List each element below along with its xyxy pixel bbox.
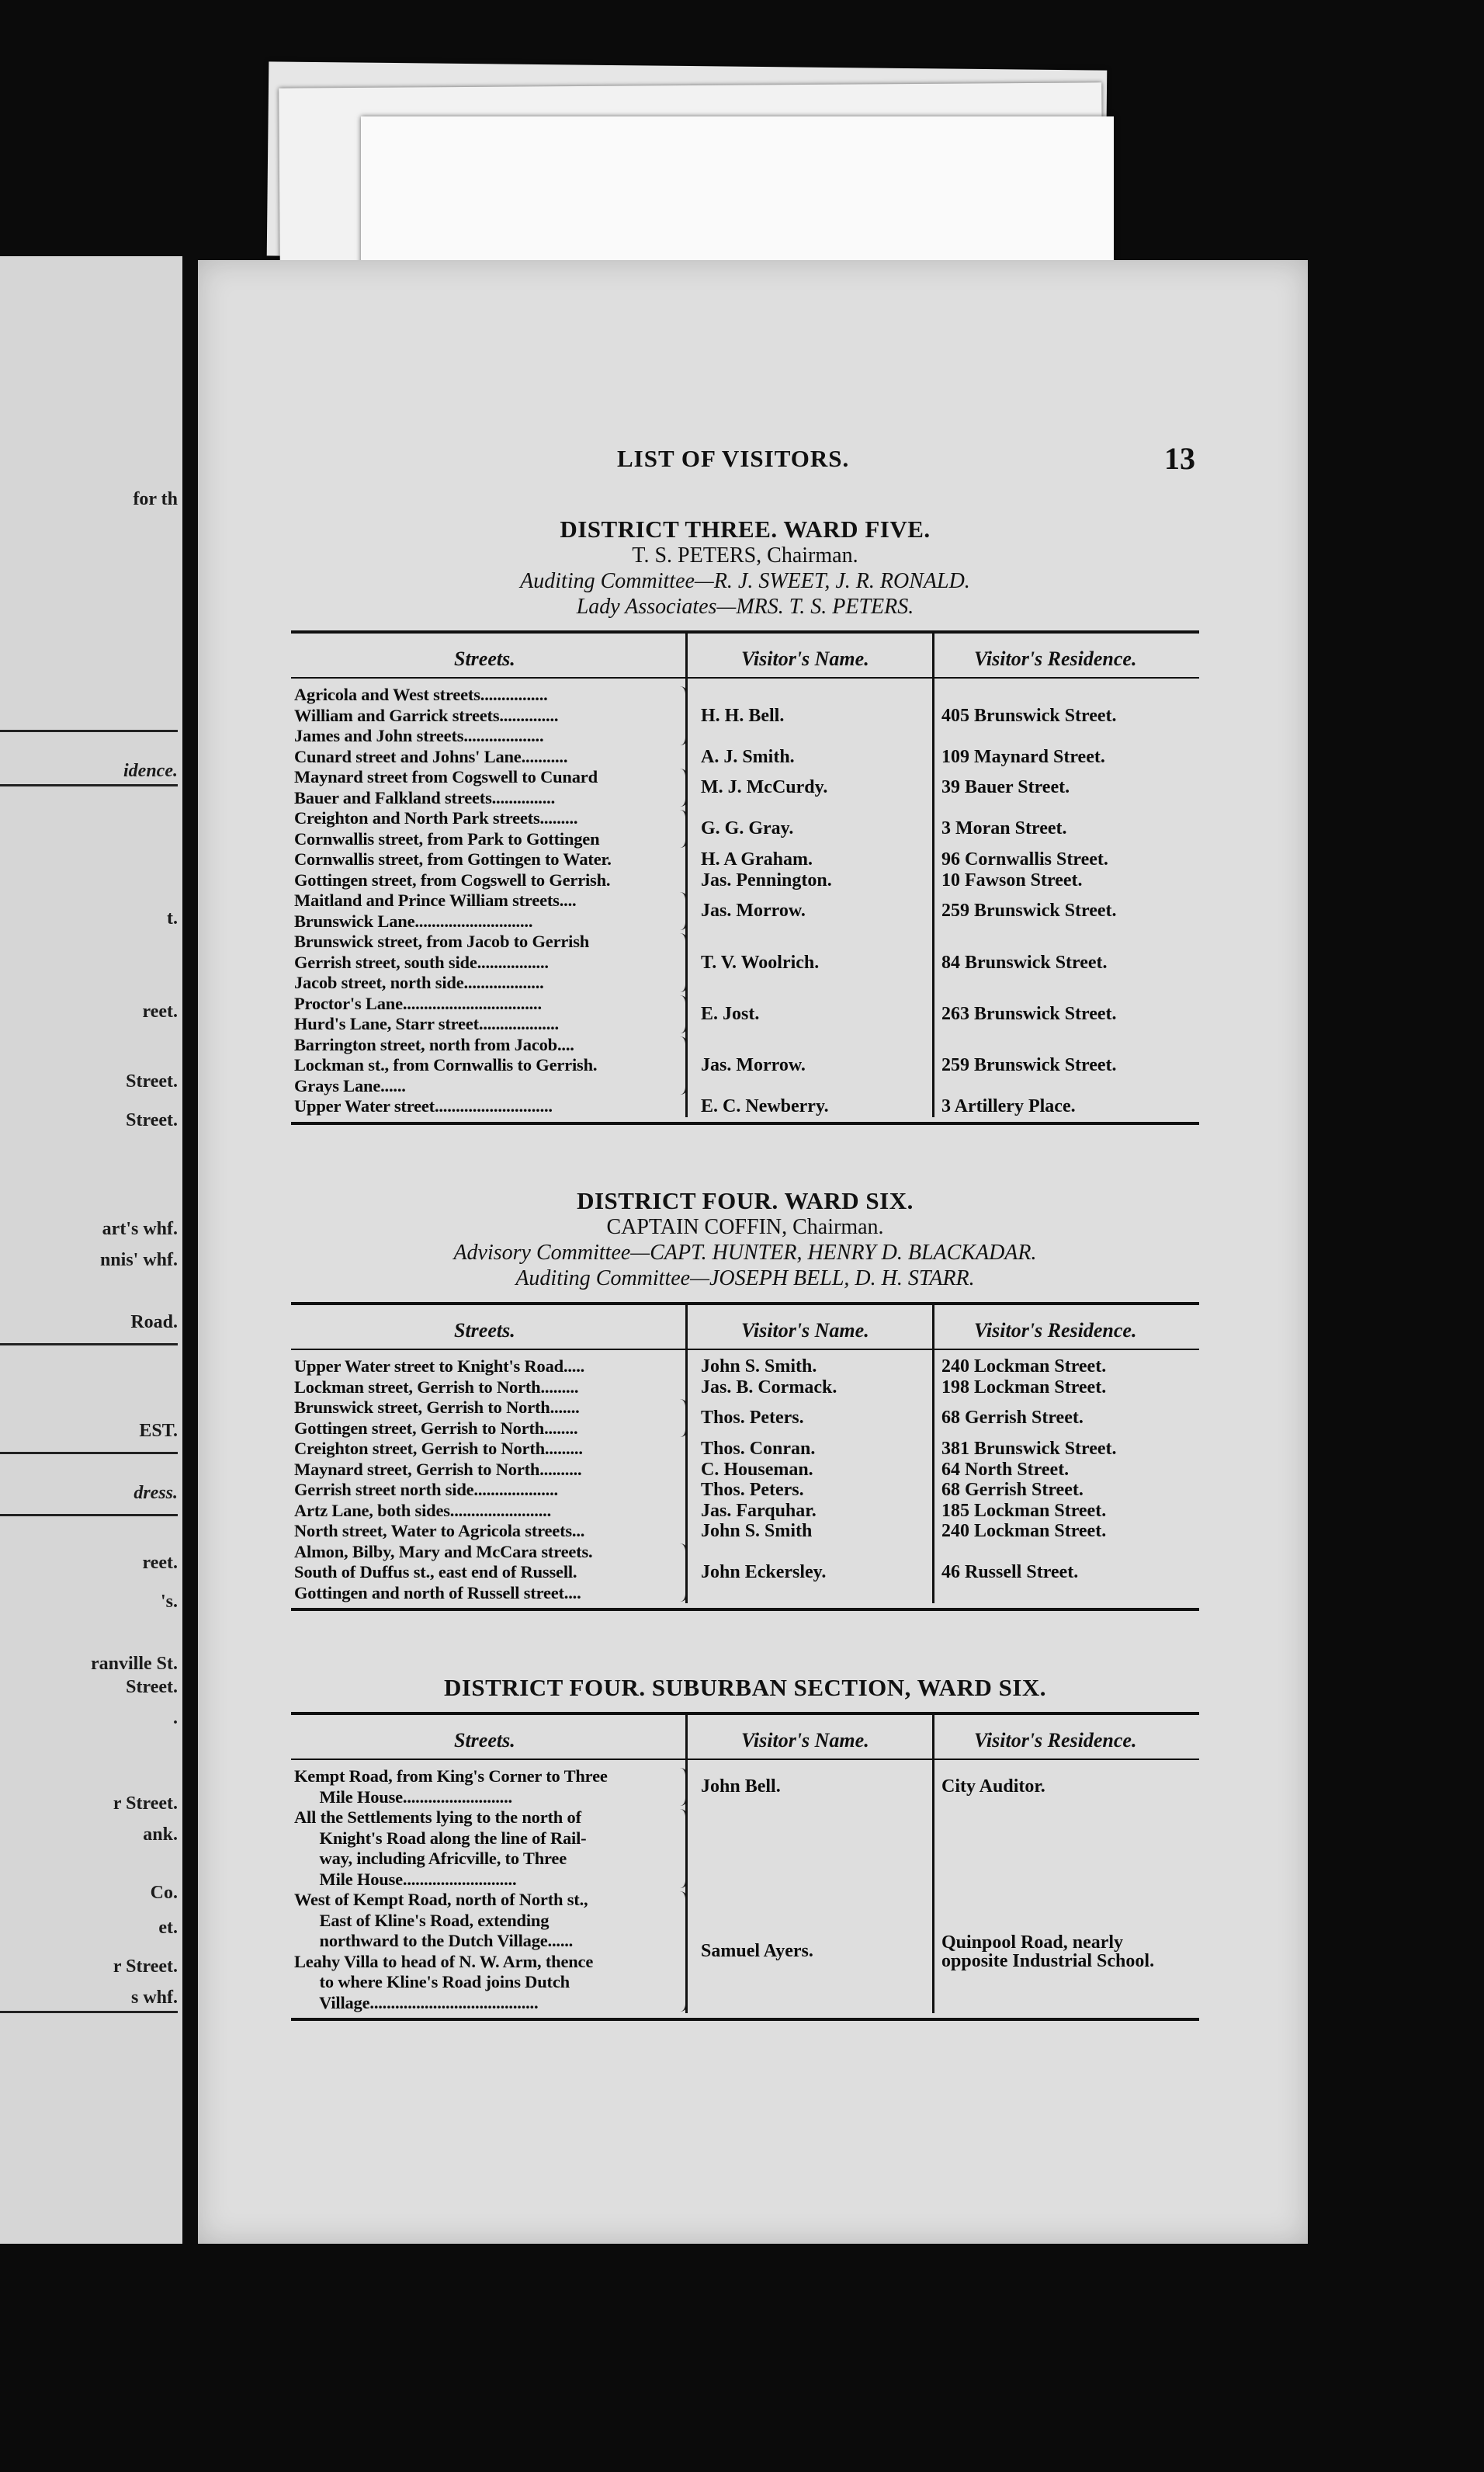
table-row — [291, 1480, 1199, 1501]
street-entry: Village........................................ — [294, 1992, 539, 2012]
left-page-fragment: dress. — [133, 1483, 178, 1503]
col-header-visitor-name: Visitor's Name. — [741, 1729, 869, 1752]
visitor-name-cell: A. J. Smith. — [701, 746, 795, 767]
table-row — [291, 994, 1199, 1035]
table-header — [291, 634, 1199, 685]
street-entry: Hurd's Lane, Starr street................... — [294, 1014, 559, 1033]
streets-cell — [291, 767, 685, 808]
street-entry: Almon, Bilby, Mary and McCara streets. — [294, 1541, 593, 1561]
street-entry: Mile House.......................... — [294, 1786, 512, 1807]
visitors-table — [291, 1302, 1199, 1611]
street-entry: Artz Lane, both sides........................ — [294, 1500, 552, 1520]
left-page-rule — [0, 2011, 178, 2013]
visitor-name-cell: John S. Smith — [701, 1521, 813, 1541]
street-entry: Gottingen and north of Russell street.... — [294, 1582, 581, 1602]
committee-line: Advisory Committee—CAPT. HUNTER, HENRY D. BLACKADAR. — [453, 1241, 1037, 1265]
section-district-four-ward-six — [291, 1188, 1199, 1611]
column-divider — [685, 1356, 688, 1603]
streets-cell — [291, 1096, 685, 1117]
street-entry: Jacob street, north side................... — [294, 973, 544, 992]
left-page-fragment: r Street. — [113, 1956, 178, 1977]
section-heading: DISTRICT FOUR. SUBURBAN SECTION, WARD SIX. — [443, 1674, 1047, 1701]
table-row — [291, 1460, 1199, 1481]
streets-cell — [291, 1035, 685, 1097]
left-page-fragment: idence. — [123, 761, 178, 781]
table-row — [291, 891, 1199, 932]
street-entry: Proctor's Lane................................. — [294, 993, 542, 1013]
col-header-visitor-name: Visitor's Name. — [741, 648, 869, 670]
table-row — [291, 1501, 1199, 1522]
visitor-residence-cell: City Auditor. — [941, 1776, 1045, 1797]
streets-cell — [291, 849, 685, 870]
visitor-residence-cell: 240 Lockman Street. — [941, 1356, 1107, 1377]
visitor-name-cell: Thos. Peters. — [701, 1408, 804, 1429]
column-divider — [685, 685, 688, 1117]
left-page-fragment: Street. — [126, 1071, 178, 1092]
left-page-fragment: Road. — [130, 1312, 178, 1332]
left-page-fragment: . — [173, 1708, 178, 1728]
col-header-streets: Streets. — [454, 1729, 515, 1752]
section-heading: DISTRICT THREE. WARD FIVE. — [560, 516, 931, 543]
street-entry: Upper Water street to Knight's Road..... — [294, 1356, 585, 1376]
street-entry: way, including Africville, to Three — [294, 1849, 567, 1868]
visitor-name-cell: T. V. Woolrich. — [701, 952, 820, 973]
street-entry: Barrington street, north from Jacob.... — [294, 1034, 574, 1054]
column-divider — [932, 685, 934, 1117]
streets-cell — [291, 932, 685, 994]
section-heading: DISTRICT FOUR. WARD SIX. — [577, 1187, 914, 1214]
streets-cell — [291, 870, 685, 891]
visitors-table — [291, 630, 1199, 1125]
visitor-name-cell: Jas. Morrow. — [701, 1055, 806, 1075]
left-page-fragment: ranville St. — [91, 1654, 178, 1674]
visitor-name-cell: C. Houseman. — [701, 1459, 813, 1480]
left-page-fragment: s whf. — [130, 1988, 178, 2008]
table-row — [291, 1521, 1199, 1542]
table-row — [291, 870, 1199, 891]
street-entry: Gerrish street, south side................. — [294, 952, 549, 972]
street-entry: South of Duffus st., east end of Russell. — [294, 1562, 577, 1581]
visitor-residence-cell — [932, 1807, 1199, 1890]
visitor-name-cell: E. Jost. — [701, 1003, 760, 1024]
committee-line: Auditing Committee—JOSEPH BELL, D. H. STARR. — [515, 1266, 975, 1290]
col-header-visitor-residence: Visitor's Residence. — [974, 1319, 1137, 1342]
streets-cell — [291, 1356, 685, 1377]
street-entry: Maynard street, Gerrish to North.......... — [294, 1459, 582, 1479]
table-row — [291, 1766, 1199, 1807]
visitors-table — [291, 1712, 1199, 2021]
street-entry: Maitland and Prince William streets.... — [294, 891, 577, 910]
table-row — [291, 1377, 1199, 1398]
left-page-fragment: et. — [158, 1918, 178, 1938]
street-entry: James and John streets................... — [294, 726, 544, 745]
streets-cell — [291, 1377, 685, 1398]
visitor-residence-cell: 185 Lockman Street. — [941, 1500, 1107, 1521]
table-body — [291, 685, 1199, 1117]
visitor-name-cell: John Eckersley. — [701, 1562, 827, 1582]
left-page-fragment: Street. — [126, 1677, 178, 1697]
table-row — [291, 1397, 1199, 1439]
left-page-fragment: art's whf. — [102, 1219, 178, 1239]
visitor-residence-cell: 263 Brunswick Street. — [941, 1003, 1117, 1024]
table-header — [291, 1305, 1199, 1356]
visitor-name-cell: Jas. Morrow. — [701, 901, 806, 922]
street-entry: Brunswick Lane............................ — [294, 911, 533, 931]
visitor-name-cell: G. G. Gray. — [701, 818, 794, 839]
street-entry: Bauer and Falkland streets............... — [294, 787, 556, 807]
left-page-fragment: reet. — [142, 1553, 178, 1573]
visitor-name-cell: H. H. Bell. — [701, 705, 785, 726]
streets-cell — [291, 747, 685, 768]
left-page-rule — [0, 784, 178, 786]
table-row — [291, 808, 1199, 849]
visitor-residence-cell: 405 Brunswick Street. — [941, 705, 1117, 726]
street-entry: West of Kempt Road, north of North st., — [294, 1890, 588, 1909]
street-entry: northward to the Dutch Village...... — [294, 1931, 574, 1950]
streets-cell — [291, 1807, 685, 1890]
streets-cell — [291, 1521, 685, 1542]
col-header-streets: Streets. — [454, 648, 515, 670]
committee-line: CAPTAIN COFFIN, Chairman. — [606, 1215, 884, 1239]
street-entry: to where Kline's Road joins Dutch — [294, 1972, 570, 1991]
streets-cell — [291, 685, 685, 747]
visitor-name-cell: Samuel Ayers. — [701, 1941, 813, 1962]
table-body — [291, 1356, 1199, 1603]
street-entry: North street, Water to Agricola streets... — [294, 1521, 585, 1540]
visitor-residence-cell: 3 Artillery Place. — [941, 1096, 1076, 1116]
street-entry: Cornwallis street, from Gottingen to Water. — [294, 849, 612, 869]
street-entry: Gerrish street north side.................... — [294, 1480, 558, 1499]
visitor-name-cell — [685, 1807, 932, 1890]
streets-cell — [291, 1501, 685, 1522]
visitor-name-cell: E. C. Newberry. — [701, 1096, 829, 1116]
visitor-residence-cell: 259 Brunswick Street. — [941, 1055, 1117, 1075]
column-divider — [685, 1766, 688, 2013]
visitor-name-cell: Jas. Farquhar. — [701, 1500, 817, 1521]
running-head-title: LIST OF VISITORS. — [617, 445, 850, 472]
streets-cell — [291, 1542, 685, 1604]
visitor-residence-cell: 46 Russell Street. — [941, 1562, 1079, 1582]
streets-cell — [291, 1766, 685, 1807]
committee-line: Lady Associates—MRS. T. S. PETERS. — [576, 595, 914, 619]
table-row — [291, 849, 1199, 870]
streets-cell — [291, 1460, 685, 1481]
visitor-residence-cell: 84 Brunswick Street. — [941, 952, 1108, 973]
left-page-rule — [0, 730, 178, 732]
left-page-fragment: Street. — [126, 1110, 178, 1130]
visitor-name-cell: John S. Smith. — [701, 1356, 817, 1377]
visitor-name-cell: Thos. Conran. — [701, 1439, 816, 1459]
street-entry: Upper Water street............................ — [294, 1096, 553, 1116]
left-page-rule — [0, 1452, 178, 1454]
header-underline — [291, 1759, 1199, 1760]
street-entry: Grays Lane...... — [294, 1075, 406, 1095]
table-bottom-rule — [291, 1608, 1199, 1611]
left-page-fragment: reet. — [142, 1002, 178, 1022]
table-row — [291, 932, 1199, 994]
visitor-name-cell: H. A Graham. — [701, 849, 813, 870]
visitor-residence-cell: 10 Fawson Street. — [941, 870, 1083, 891]
street-entry: Leahy Villa to head of N. W. Arm, thence — [294, 1951, 594, 1971]
section-district-four-suburban — [291, 1675, 1199, 2021]
visitor-residence-cell: 381 Brunswick Street. — [941, 1439, 1117, 1459]
document-page — [198, 260, 1308, 2244]
table-row — [291, 747, 1199, 768]
streets-cell — [291, 1397, 685, 1439]
table-row — [291, 1035, 1199, 1097]
left-page-fragment: nnis' whf. — [99, 1250, 178, 1270]
visitor-residence-cell: 64 North Street. — [941, 1459, 1070, 1480]
table-row — [291, 1542, 1199, 1604]
visitor-name-cell: M. J. McCurdy. — [701, 777, 828, 798]
visitor-residence-cell: 39 Bauer Street. — [941, 777, 1070, 798]
street-entry: Cornwallis street, from Park to Gottingen — [294, 828, 600, 849]
visitor-residence-cell: 198 Lockman Street. — [941, 1377, 1107, 1397]
visitor-residence-cell: 3 Moran Street. — [941, 818, 1067, 839]
table-row — [291, 1356, 1199, 1377]
table-row — [291, 767, 1199, 808]
left-page-rule — [0, 1514, 178, 1516]
col-header-visitor-residence: Visitor's Residence. — [974, 1729, 1137, 1752]
visitor-residence-cell: Quinpool Road, nearly opposite Industrial School. — [941, 1932, 1155, 1971]
table-header — [291, 1715, 1199, 1766]
visitor-residence-cell: 259 Brunswick Street. — [941, 901, 1117, 922]
visitor-residence-cell: 68 Gerrish Street. — [941, 1408, 1084, 1429]
left-page-fragment: 's. — [160, 1592, 178, 1612]
table-body — [291, 1766, 1199, 2013]
facing-page-left — [0, 256, 182, 2244]
table-row — [291, 1807, 1199, 1890]
left-page-fragment: t. — [167, 908, 178, 929]
left-page-fragment: ank. — [143, 1824, 178, 1845]
street-entry: Knight's Road along the line of Rail- — [294, 1828, 587, 1848]
street-entry: Agricola and West streets................ — [294, 685, 548, 704]
committee-line: Auditing Committee—R. J. SWEET, J. R. RONALD. — [520, 569, 970, 593]
street-entry: Kempt Road, from King's Corner to Three — [294, 1766, 608, 1786]
street-entry: Mile House........................... — [294, 1869, 517, 1889]
street-entry: Gottingen street, from Cogswell to Gerrish. — [294, 870, 611, 890]
section-district-three-ward-five — [291, 516, 1199, 1125]
street-entry: Maynard street from Cogswell to Cunard — [294, 767, 598, 786]
street-entry: Creighton and North Park streets......... — [294, 808, 578, 828]
col-header-streets: Streets. — [454, 1319, 515, 1342]
street-entry: East of Kline's Road, extending — [294, 1910, 550, 1930]
street-entry: Creighton street, Gerrish to North......... — [294, 1439, 583, 1458]
visitor-residence-cell: 96 Cornwallis Street. — [941, 849, 1108, 870]
paper-stack-front — [361, 116, 1114, 272]
visitor-name-cell: John Bell. — [701, 1776, 781, 1797]
street-entry: Lockman st., from Cornwallis to Gerrish. — [294, 1055, 598, 1075]
streets-cell — [291, 1890, 685, 2013]
left-page-fragment: Co. — [150, 1883, 178, 1903]
committee-line: T. S. PETERS, Chairman. — [632, 543, 858, 568]
left-page-fragment: r Street. — [113, 1793, 178, 1814]
table-row — [291, 1439, 1199, 1460]
table-bottom-rule — [291, 1122, 1199, 1125]
col-header-visitor-residence: Visitor's Residence. — [974, 648, 1137, 670]
street-entry: All the Settlements lying to the north of — [294, 1807, 581, 1827]
table-row — [291, 1096, 1199, 1117]
visitor-residence-cell: 68 Gerrish Street. — [941, 1480, 1084, 1500]
visitor-residence-cell: 109 Maynard Street. — [941, 746, 1105, 767]
header-underline — [291, 1349, 1199, 1350]
column-divider — [932, 1356, 934, 1603]
visitor-name-cell: Jas. Pennington. — [701, 870, 832, 891]
column-divider — [932, 1766, 934, 2013]
streets-cell — [291, 994, 685, 1035]
visitor-residence-cell: 240 Lockman Street. — [941, 1521, 1107, 1541]
left-page-fragment: EST. — [139, 1421, 178, 1441]
street-entry: Gottingen street, Gerrish to North........ — [294, 1418, 578, 1438]
streets-cell — [291, 891, 685, 932]
left-page-rule — [0, 1343, 178, 1345]
table-bottom-rule — [291, 2018, 1199, 2021]
street-entry: Cunard street and Johns' Lane........... — [294, 746, 568, 766]
page-number: 13 — [1164, 441, 1195, 476]
visitor-name-cell: Jas. B. Cormack. — [701, 1377, 837, 1397]
col-header-visitor-name: Visitor's Name. — [741, 1319, 869, 1342]
running-head — [198, 441, 1308, 476]
visitor-name-cell: Thos. Peters. — [701, 1480, 804, 1500]
streets-cell — [291, 1439, 685, 1460]
streets-cell — [291, 808, 685, 849]
table-row — [291, 685, 1199, 747]
street-entry: William and Garrick streets.............. — [294, 705, 559, 725]
street-entry: Brunswick street, from Jacob to Gerrish — [294, 932, 590, 951]
street-entry: Lockman street, Gerrish to North......... — [294, 1377, 579, 1397]
streets-cell — [291, 1480, 685, 1501]
street-entry: Brunswick street, Gerrish to North....... — [294, 1397, 580, 1417]
table-row — [291, 1890, 1199, 2013]
header-underline — [291, 677, 1199, 679]
left-page-fragment: for th — [133, 489, 178, 509]
